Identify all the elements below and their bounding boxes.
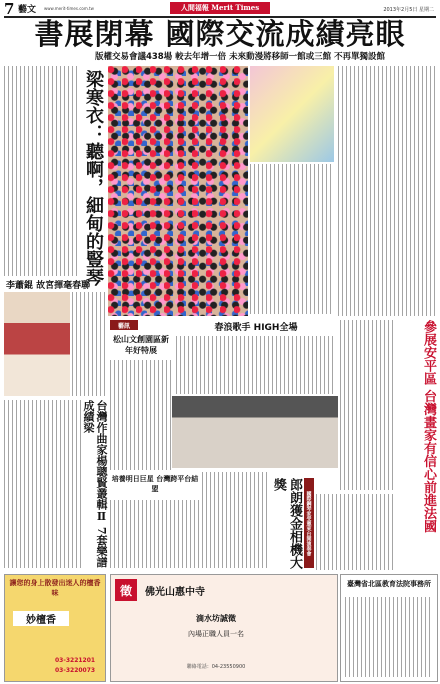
langlang-title: 郎朗獲金相機大獎 — [271, 478, 302, 569]
legal-notice-title: 臺灣省北區教育法院事務所 — [347, 579, 431, 588]
concert-title: 春浪歌手 HIGH全場 — [214, 323, 298, 333]
right-top-title: 參展安平區 台灣畫家有信心前進法國 — [421, 320, 436, 533]
incense-ad-headline: 讓您的身上散發出迷人的檀香味 — [9, 579, 101, 597]
body-text-column — [72, 292, 108, 396]
job-line-1: 滴水坊誠徵 — [196, 614, 236, 623]
legal-notice-text — [345, 597, 433, 677]
incense-product-name: 妙檀香 — [13, 611, 69, 626]
recruit-logo-icon: 徵 — [115, 579, 137, 601]
body-text-column — [4, 66, 78, 276]
news-brief-title: 松山文創園區新年好特展 — [113, 335, 169, 355]
masthead — [4, 2, 436, 18]
section-name: 藝文 — [18, 5, 37, 15]
langlang-tag: 國際鋼琴家受邀來台開演奏會 — [304, 478, 314, 568]
lead-headline: 書展閉幕 國際交流成績亮眼 — [34, 17, 406, 51]
incense-advertisement[interactable] — [4, 574, 106, 682]
page-number: 7 — [4, 0, 15, 18]
feature-byline: 李蕭錕 故宮揮毫春聯 — [6, 281, 91, 291]
feature-title: 梁寒衣：聽啊，細甸的豎琴 — [83, 70, 104, 286]
body-text-column — [176, 336, 336, 394]
concert-caption: 培養明日巨星 台灣跨平台結盟 — [111, 475, 199, 493]
incense-phone-1: 03-3221201 — [55, 657, 96, 664]
body-text-column — [4, 400, 82, 568]
singers-group-photo — [172, 396, 338, 468]
body-text-column — [338, 66, 436, 316]
incense-phone-2: 03-3220073 — [55, 667, 96, 674]
body-text-column — [110, 360, 172, 470]
issue-date: 2013年2月5日 星期二 — [383, 7, 434, 13]
book-fair-crowd-photo — [108, 66, 248, 316]
composer-story-title: 台灣作曲家楊聰賢叢輯Ⅱ 7套樂譜成績梁 — [82, 400, 108, 568]
body-text-column — [202, 472, 270, 568]
newspaper-brand: 人間福報 Merit Times — [170, 2, 270, 14]
job-contact: 聯絡電話：04-23550900 — [186, 664, 246, 670]
news-brief-tag: 藝訊 — [110, 320, 138, 330]
site-url[interactable]: www.merit-times.com.tw — [44, 6, 94, 11]
body-text-column — [250, 164, 334, 314]
temple-job-advertisement[interactable] — [110, 574, 338, 682]
job-line-2: 內場正職人員一名 — [188, 630, 244, 638]
temple-name: 佛光山惠中寺 — [145, 587, 205, 598]
lead-subhead: 版權交易會議438場 較去年增一倍 未來動漫將移師一館或三館 不再單獨設館 — [94, 52, 386, 62]
body-text-column — [110, 500, 200, 568]
body-text-column — [316, 494, 394, 570]
calligraphy-photo — [4, 292, 70, 396]
artwork-photo — [250, 66, 334, 162]
legal-notice-advertisement[interactable] — [340, 574, 438, 682]
body-text-column — [340, 320, 394, 490]
